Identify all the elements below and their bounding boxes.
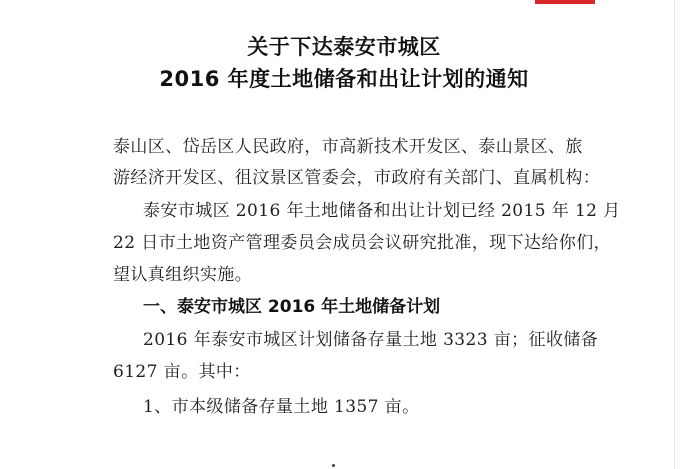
- document-title-line1: 关于下达泰安市城区: [247, 35, 441, 59]
- section1-paragraph-line1: 2016 年泰安市城区计划储备存量土地 3323 亩；征收储备: [143, 330, 599, 350]
- page-mark: [332, 464, 335, 467]
- intro-line3: 望认真组织实施。: [113, 265, 253, 285]
- intro-line1: 泰安市城区 2016 年土地储备和出让计划已经 2015 年 12 月: [143, 201, 621, 221]
- addressees-line2: 游经济开发区、徂汶景区管委会，市政府有关部门、直属机构：: [113, 168, 601, 188]
- document-title-line2: 2016 年度土地储备和出让计划的通知: [159, 67, 529, 91]
- intro-line2: 22 日市土地资产管理委员会成员会议研究批准，现下达给你们，: [113, 233, 612, 253]
- top-red-bar: [535, 0, 595, 4]
- section1-paragraph-line2: 6127 亩。其中：: [113, 362, 251, 382]
- addressees-line1: 泰山区、岱岳区人民政府，市高新技术开发区、泰山景区、旅: [113, 137, 583, 157]
- section1-item1: 1、市本级储备存量土地 1357 亩。: [143, 397, 420, 417]
- section1-heading: 一、泰安市城区 2016 年土地储备计划: [143, 297, 441, 317]
